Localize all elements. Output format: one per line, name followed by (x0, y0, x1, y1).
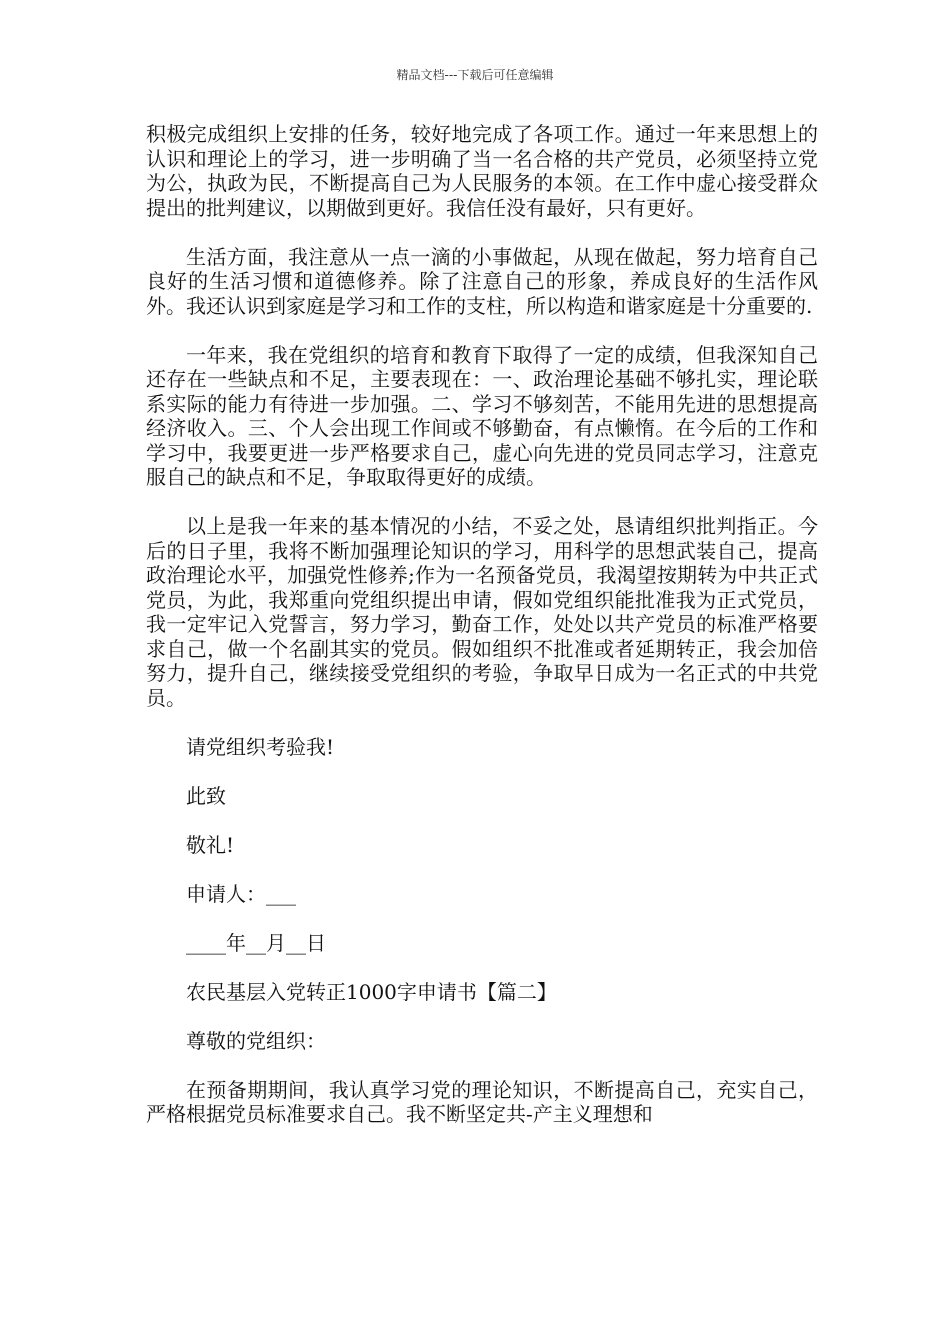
date-line: ____年__月__日 (186, 930, 326, 955)
paragraph-continued: 积极完成组织上安排的任务，较好地完成了各项工作。通过一年来思想上的认识和理论上的学习，进一步明确了当一名合格的共产党员，必须坚持立党为公，执政为民，不断提高自己为人民服务的本领。在工作中虚心接受群众提出的批判建议，以期做到更好。我信任没有最好，只有更好。 (146, 122, 818, 220)
paragraph-shortcomings: 一年来，我在党组织的培育和教育下取得了一定的成绩，但我深知自己还存在一些缺点和不足，主要表现在：一、政治理论基础不够扎实，理论联系实际的能力有待进一步加强。二、学习不够刻苦，不能用先进的思想提高经济收入。三、个人会出现工作间或不够勤奋，有点懒惰。在今后的工作和学习中，我要更进一步严格要求自己，虚心向先进的党员同志学习，注意克服自己的缺点和不足，争取取得更好的成绩。 (146, 342, 818, 489)
page-header: 精品文档---下载后可任意编辑 (396, 68, 554, 82)
section-title: 农民基层入党转正1000字申请书【篇二】 (186, 979, 557, 1004)
applicant-signature: 申请人：___ (186, 881, 296, 906)
paragraph-life: 生活方面，我注意从一点一滴的小事做起，从现在做起，努力培育自己良好的生活习惯和道德修养。除了注意自己的形象，养成良好的生活作风外。我还认识到家庭是学习和工作的支柱，所以构造和谐家庭是十分重要的. (146, 244, 818, 318)
closing-ci-zhi: 此致 (186, 783, 226, 808)
document-body (146, 122, 818, 1151)
paragraph-probation: 在预备期期间，我认真学习党的理论知识，不断提高自己，充实自己，严格根据党员标准要求自己。我不断坚定共-产主义理想和 (146, 1077, 818, 1126)
closing-jing-li: 敬礼! (186, 832, 235, 857)
closing-request: 请党组织考验我! (186, 734, 335, 759)
salutation: 尊敬的党组织： (186, 1028, 326, 1053)
paragraph-summary: 以上是我一年来的基本情况的小结，不妥之处，恳请组织批判指正。今后的日子里，我将不断加强理论知识的学习，用科学的思想武装自己，提高政治理论水平，加强党性修养;作为一名预备党员，我渴望按期转为中共正式党员，为此，我郑重向党组织提出申请，假如党组织能批准我为正式党员，我一定牢记入党誓言，努力学习，勤奋工作，处处以共产党员的标准严格要求自己，做一个名副其实的党员。假如组织不批准或者延期转正，我会加倍努力，提升自己，继续接受党组织的考验，争取早日成为一名正式的中共党员。 (146, 514, 818, 710)
